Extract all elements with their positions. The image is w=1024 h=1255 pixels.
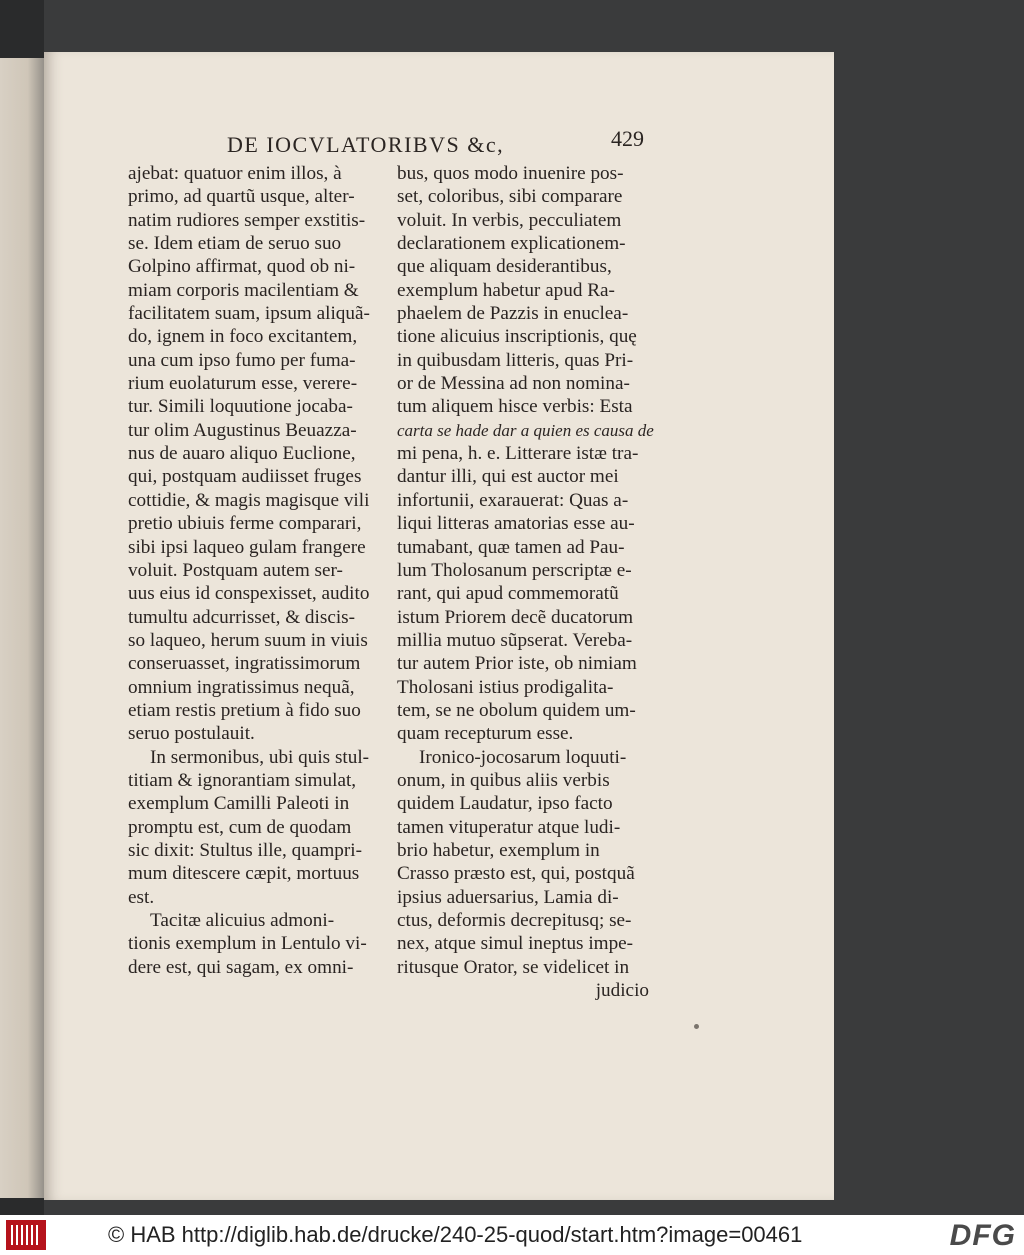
text-line: dere est, qui sagam, ex omni-: [128, 956, 354, 978]
text-line: Golpino affirmat, quod ob ni-: [128, 256, 356, 278]
text-line: tem, se ne obolum quidem um-: [397, 699, 636, 721]
text-line: tumabant, quæ tamen ad Pau-: [397, 536, 625, 558]
previous-page-edge: [0, 58, 46, 1198]
paragraph-start-line: In sermonibus, ubi quis stul-: [150, 746, 370, 768]
text-line: que aliquam desiderantibus,: [397, 256, 612, 278]
right-text-column: [397, 162, 655, 1002]
text-line: primo, ad quartũ usque, alter-: [128, 186, 355, 208]
text-line: nex, atque simul ineptus impe-: [397, 933, 634, 955]
text-line: voluit. Postquam autem ser-: [128, 559, 343, 581]
text-line: so laqueo, herum suum in viuis: [128, 629, 368, 651]
text-line: mi pena, h. e. Litterare istæ tra-: [397, 443, 639, 465]
text-line: quidem Laudatur, ipso facto: [397, 793, 613, 815]
text-line: titiam & ignorantiam simulat,: [128, 769, 357, 791]
text-line: se. Idem etiam de seruo suo: [128, 233, 342, 255]
text-line: tur autem Prior iste, ob nimiam: [397, 653, 637, 675]
paragraph-start-line: Ironico-jocosarum loquuti-: [419, 746, 627, 768]
text-line: sibi ipsi laqueo gulam frangere: [128, 536, 366, 558]
text-line: Crasso præsto est, qui, postquã: [397, 863, 635, 885]
text-line: tionis exemplum in Lentulo vi-: [128, 933, 367, 955]
dfg-logo: DFG: [949, 1219, 1016, 1252]
text-line: ritusque Orator, se videlicet in: [397, 956, 630, 978]
text-line: tione alicuius inscriptionis, quę: [397, 326, 637, 348]
text-line: in quibusdam litteris, quas Pri-: [397, 349, 634, 371]
text-line: natim rudiores semper exstitis-: [128, 209, 366, 231]
text-line: rium euolaturum esse, verere-: [128, 373, 358, 395]
text-line: lum Tholosanum perscriptæ e-: [397, 559, 632, 581]
text-line: cottidie, & magis magisque vili: [128, 489, 370, 511]
text-line: dantur illi, qui est auctor mei: [397, 466, 619, 488]
text-line: omnium ingratissimus nequã,: [128, 676, 355, 698]
paper-spot: [694, 1024, 699, 1029]
text-line: una cum ipso fumo per fuma-: [128, 349, 356, 371]
text-line: sic dixit: Stultus ille, quampri-: [128, 839, 362, 861]
text-line: set, coloribus, sibi comparare: [397, 186, 623, 208]
text-line: Tholosani istius prodigalita-: [397, 676, 614, 698]
text-line: liqui litteras amatorias esse au-: [397, 513, 635, 535]
text-line: onum, in quibus aliis verbis: [397, 769, 610, 791]
text-line: uus eius id conspexisset, audito: [128, 583, 370, 605]
text-line: tum aliquem hisce verbis: Esta: [397, 396, 633, 418]
page-number: 429: [611, 126, 644, 151]
text-line: ctus, deformis decrepitusq; se-: [397, 910, 632, 931]
text-line: seruo postulauit.: [128, 723, 255, 745]
text-line: ipsius aduersarius, Lamia di-: [397, 886, 619, 908]
text-line: phaelem de Pazzis in enuclea-: [397, 303, 629, 325]
text-line: exemplum habetur apud Ra-: [397, 279, 615, 301]
text-line: est.: [128, 886, 155, 908]
book-page: [44, 52, 834, 1200]
text-line: exemplum Camilli Paleoti in: [128, 793, 350, 815]
text-line: tur. Simili loquutione jocaba-: [128, 396, 353, 418]
italic-quote-line: carta se hade dar a quien es causa de: [397, 420, 654, 440]
credit-link[interactable]: © HAB http://diglib.hab.de/drucke/240-25-quod/start.htm?image=00461: [108, 1222, 803, 1247]
text-line: miam corporis macilentiam &: [128, 279, 359, 301]
text-line: bus, quos modo inuenire pos-: [397, 163, 624, 184]
text-line: qui, postquam audiisset fruges: [128, 466, 362, 488]
paragraph-start-line: Tacitæ alicuius admoni-: [150, 910, 335, 931]
text-line: etiam restis pretium à fido suo: [128, 699, 361, 721]
text-line: brio habetur, exemplum in: [397, 839, 600, 861]
text-line: pretio ubiuis ferme comparari,: [128, 513, 362, 535]
hab-barcode-logo-icon: [6, 1220, 46, 1250]
text-line: ajebat: quatuor enim illos, à: [128, 163, 342, 184]
footer-bar: [0, 1215, 1024, 1255]
text-line: istum Priorem decẽ ducatorum: [397, 606, 634, 628]
text-line: tumultu adcurrisset, & discis-: [128, 606, 356, 628]
text-line: rant, qui apud commemoratũ: [397, 583, 619, 605]
text-line: voluit. In verbis, pecculiatem: [397, 209, 622, 231]
catchword: judicio: [595, 980, 649, 1002]
text-line: mum ditescere cæpit, mortuus: [128, 863, 360, 885]
text-line: infortunii, exarauerat: Quas a-: [397, 489, 629, 511]
text-line: promptu est, cum de quodam: [128, 816, 352, 838]
text-line: tur olim Augustinus Beuazza-: [128, 419, 357, 441]
text-line: tamen vituperatur atque ludi-: [397, 816, 621, 838]
text-line: millia mutuo sũpserat. Vereba-: [397, 629, 633, 651]
text-line: nus de auaro aliquo Euclione,: [128, 443, 356, 465]
text-line: or de Messina ad non nomina-: [397, 373, 630, 395]
text-line: quam recepturum esse.: [397, 723, 574, 745]
running-head: DE IOCVLATORIBVS &c,: [227, 132, 505, 157]
text-line: do, ignem in foco excitantem,: [128, 326, 358, 348]
left-text-column: [128, 162, 384, 979]
text-line: declarationem explicationem-: [397, 233, 626, 255]
text-line: facilitatem suam, ipsum aliquã-: [128, 303, 370, 325]
text-line: conseruasset, ingratissimorum: [128, 653, 361, 675]
